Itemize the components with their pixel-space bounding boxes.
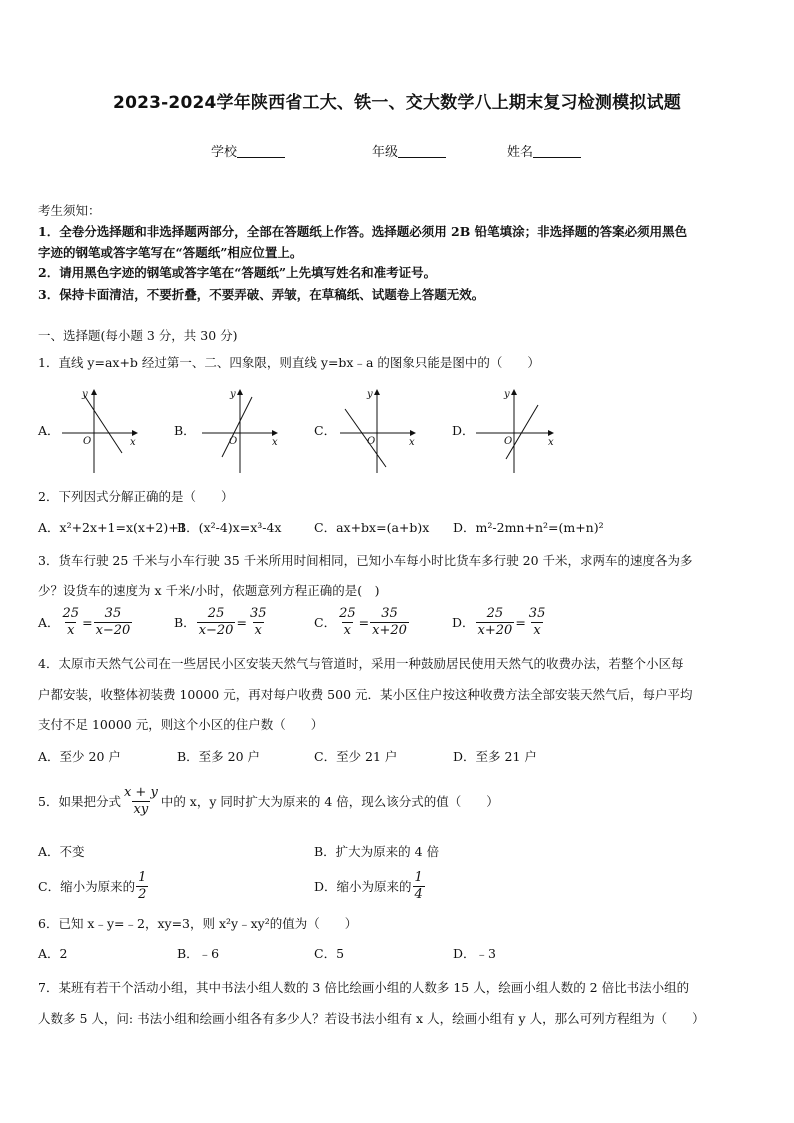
q2-option-b[interactable]: B．(x²-4)x=x³-4x <box>177 520 282 535</box>
y-axis-arrow <box>91 389 97 395</box>
q2-option-a[interactable]: A．x²+2x+1=x(x+2)+1 <box>38 520 187 535</box>
equals-sign: = <box>515 614 526 630</box>
graph-line <box>506 405 538 459</box>
grade-label: 年级 <box>372 145 399 160</box>
q5-option-b[interactable]: B．扩大为原来的 4 倍 <box>314 844 440 859</box>
q4-stem-line: 4．太原市天然气公司在一些居民小区安装天然气与管道时，采用一种鼓励居民使用天然气的收费办法，若整个小区每 <box>38 656 684 671</box>
school-field[interactable] <box>211 141 285 160</box>
q1-option-c-label[interactable]: C． <box>314 423 337 438</box>
notice-item: 字迹的钢笔或答字笔写在“答题纸”相应位置上。 <box>38 245 303 260</box>
q4-stem-line: 户都安装，收整体初装费 10000 元，再对每户收费 500 元．某小区住户按这种收费方法全部安装天然气后，每户平均 <box>38 687 693 702</box>
fraction: $\frac{25}{x-20}$ <box>198 606 234 638</box>
school-label: 学校 <box>211 145 238 160</box>
option-text: D．缩小为原来的 <box>314 878 412 894</box>
q3-option-d[interactable] <box>452 606 548 639</box>
fraction: $\frac{1}{4}$ <box>414 870 423 902</box>
fraction: $\frac{25}{x}$ <box>339 606 356 638</box>
x-label: x <box>272 437 278 448</box>
q5-stem-pre: 5．如果把分式 <box>38 793 121 809</box>
fraction: $\frac{35}{x+20}$ <box>372 606 407 638</box>
y-label: y <box>367 389 373 400</box>
fraction: $\frac{25}{x+20}$ <box>477 606 513 638</box>
q3-option-a[interactable] <box>38 606 133 639</box>
name-field[interactable] <box>507 141 581 160</box>
option-text: C．缩小为原来的 <box>38 878 136 894</box>
q4-option-b[interactable]: B．至多 20 户 <box>177 749 261 764</box>
q3-stem-line1: 3．货车行驶 25 千米与小车行驶 35 千米所用时间相同，已知小车每小时比货车多行驶 20 千米，求两车的速度各为多 <box>38 553 693 568</box>
fraction: $\frac{x + y}{xy}$ <box>123 785 158 817</box>
q7-stem-line1: 7．某班有若干个活动小组，其中书法小组人数的 3 倍比绘画小组的人数多 15 人，绘画小组人数的 2 倍比书法小组的 <box>38 980 690 995</box>
fraction: $\frac{1}{2}$ <box>138 870 147 902</box>
x-label: x <box>409 437 415 448</box>
q6-option-a[interactable]: A．2 <box>38 946 68 961</box>
q3-stem-line2: 少？设货车的速度为 x 千米/小时，依题意列方程正确的是( ) <box>38 583 380 598</box>
x-axis-arrow <box>410 430 416 436</box>
q6-stem: 6．已知 x﹣y=﹣2，xy=3，则 x²y﹣xy²的值为（ ） <box>38 916 358 931</box>
origin-label: O <box>83 436 92 447</box>
q1-graph-b <box>202 387 282 479</box>
q4-option-a[interactable]: A．至少 20 户 <box>38 749 121 764</box>
q5-stem <box>38 785 499 818</box>
graph-line <box>345 409 386 467</box>
q4-option-d[interactable]: D．至多 21 户 <box>453 749 537 764</box>
notice-item: 2．请用黑色字迹的钢笔或答字笔在“答题纸”上先填写姓名和准考证号。 <box>38 265 437 280</box>
x-axis-arrow <box>132 430 138 436</box>
q1-stem: 1．直线 y=ax+b 经过第一、二、四象限，则直线 y=bx﹣a 的图象只能是图中的（ ） <box>38 355 540 370</box>
q1-graph-d <box>476 387 556 479</box>
y-label: y <box>82 389 88 400</box>
name-blank[interactable] <box>533 145 581 158</box>
origin-label: O <box>504 436 513 447</box>
notice-item: 3．保持卡面清洁，不要折叠，不要弄破、弄皱，在草稿纸、试题卷上答题无效。 <box>38 287 485 302</box>
y-axis-arrow <box>374 389 380 395</box>
q1-option-b-label[interactable]: B． <box>174 423 196 438</box>
option-label: A． <box>38 614 60 630</box>
q2-stem: 2．下列因式分解正确的是（ ） <box>38 489 234 504</box>
fraction: $\frac{35}{x}$ <box>528 606 546 638</box>
option-label: C． <box>314 614 337 630</box>
q5-stem-post: 中的 x，y 同时扩大为原来的 4 倍，现么该分式的值（ ） <box>160 793 499 809</box>
x-label: x <box>130 437 136 448</box>
origin-label: O <box>367 436 376 447</box>
graph-line <box>222 397 252 457</box>
notice-heading: 考生须知： <box>38 203 101 218</box>
x-axis-arrow <box>272 430 278 436</box>
section-heading: 一、选择题(每小题 3 分，共 30 分) <box>38 328 238 343</box>
option-label: D． <box>452 614 475 630</box>
y-axis-arrow <box>237 389 243 395</box>
q6-option-c[interactable]: C．5 <box>314 946 345 961</box>
notice-item: 1．全卷分选择题和非选择题两部分，全部在答题纸上作答。选择题必须用 2B 铅笔填涂；非选择题的答案必须用黑色 <box>38 224 688 239</box>
grade-blank[interactable] <box>398 145 446 158</box>
q6-option-b[interactable]: B．﹣6 <box>177 946 220 961</box>
q4-option-c[interactable]: C．至少 21 户 <box>314 749 398 764</box>
x-axis-arrow <box>548 430 554 436</box>
q2-option-c[interactable]: C．ax+bx=(a+b)x <box>314 520 430 535</box>
q3-option-b[interactable] <box>174 606 270 639</box>
fraction: $\frac{25}{x}$ <box>62 606 80 638</box>
q2-option-d[interactable]: D．m²-2mn+n²=(m+n)² <box>453 520 604 535</box>
q1-option-a-label[interactable]: A． <box>38 423 60 438</box>
equals-sign: = <box>82 614 93 630</box>
q1-graph-c <box>340 387 420 479</box>
q4-stem-line: 支付不足 10000 元，则这个小区的住户数（ ） <box>38 717 324 732</box>
fraction: $\frac{35}{x-20}$ <box>95 606 131 638</box>
school-blank[interactable] <box>237 145 285 158</box>
grade-field[interactable] <box>372 141 446 160</box>
q5-option-a[interactable]: A．不变 <box>38 844 85 859</box>
q1-option-d-label[interactable]: D． <box>452 423 475 438</box>
x-label: x <box>548 437 554 448</box>
y-axis-arrow <box>511 389 517 395</box>
origin-label: O <box>229 436 238 447</box>
fraction: $\frac{35}{x}$ <box>249 606 267 638</box>
q6-option-d[interactable]: D．﹣3 <box>453 946 496 961</box>
equals-sign: = <box>236 614 247 630</box>
q5-option-c[interactable] <box>38 870 149 903</box>
q3-option-c[interactable] <box>314 606 410 639</box>
y-label: y <box>504 389 510 400</box>
q7-stem-line2: 人数多 5 人，问: 书法小组和绘画小组各有多少人？若设书法小组有 x 人，绘画小组有 y 人，那么可列方程组为（ ） <box>38 1011 705 1026</box>
page-title: 2023-2024学年陕西省工大、铁一、交大数学八上期末复习检测模拟试题 <box>113 93 681 113</box>
q5-option-d[interactable] <box>314 870 426 903</box>
name-label: 姓名 <box>507 145 534 160</box>
equals-sign: = <box>358 614 370 630</box>
q1-graph-a <box>62 387 142 479</box>
y-label: y <box>230 389 236 400</box>
option-label: B． <box>174 614 196 630</box>
